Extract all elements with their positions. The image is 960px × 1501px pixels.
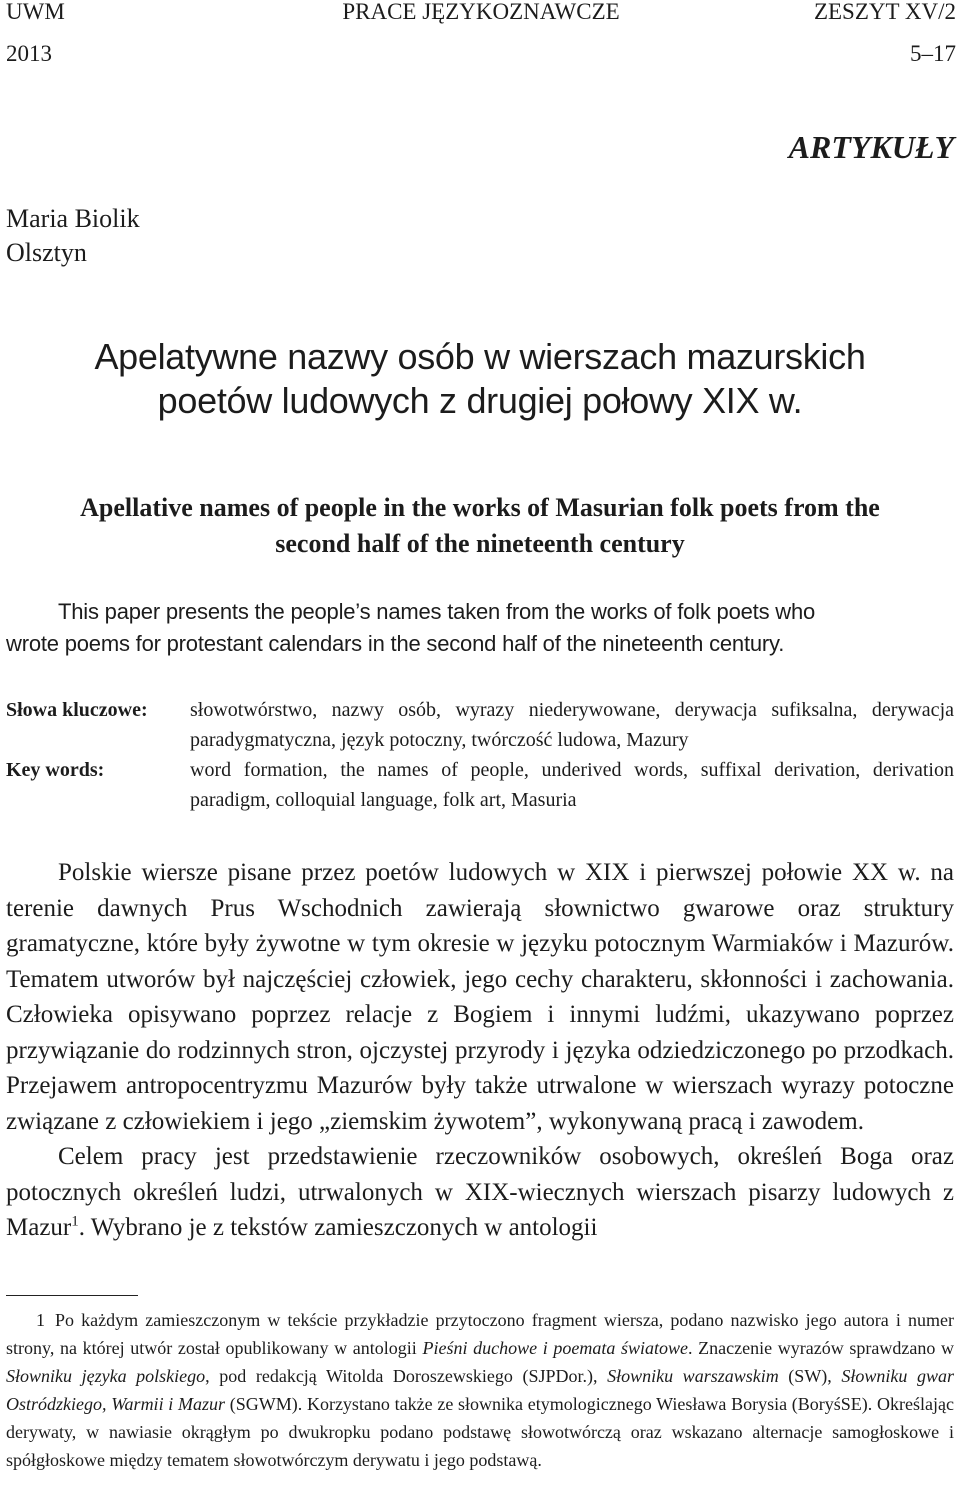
- keywords-polish-value: słowotwórstwo, nazwy osób, wyrazy niederywowane, derywacja sufiksalna, derywacja paradygmatyczna, język potoczny, twórczość ludowa, Mazury: [190, 699, 954, 751]
- footnote-text-3: , pod redakcją Witolda Doroszewskiego (SJPDor.),: [205, 1366, 608, 1386]
- abstract: [6, 596, 952, 660]
- keywords-english-value: word formation, the names of people, underived words, suffixal derivation, derivation paradigm, colloquial language, folk art, Masuria: [190, 759, 954, 811]
- keywords-english-label: Key words:: [6, 759, 105, 781]
- keywords-polish-label: Słowa kluczowe:: [6, 699, 148, 721]
- footnote-reference: 1: [71, 1213, 79, 1230]
- section-label: ARTYKUŁY: [788, 129, 954, 165]
- keywords-english: [6, 755, 954, 815]
- body-paragraph-1: Polskie wiersze pisane przez poetów ludowych w XIX i pierwszej połowie XX w. na terenie dawnych Prus Wschodnich zawierają słownictwo gwarowe oraz struktury gramatyczne, które były żywotne w tym okresie w języku potocznym Warmiaków i Mazurów. Tematem utworów był najczęściej człowiek, jego cechy charakteru, skłonności i zachowania. Człowieka opisywano poprzez relacje z Bogiem i innymi ludźmi, ukazywano poprzez przywiązanie do rodzinnych stron, ojczystej przyrody i języka odziedziczonego po przodkach. Przejawem antropocentryzmu Mazurów były także utrwalone w wierszach wyrazy potoczne związane z człowiekiem i jego „ziemskim żywotem”, wykonywaną pracą i zawodem.: [6, 859, 954, 1135]
- footnote-separator: [6, 1295, 138, 1296]
- title-pl-line-1: Apelatywne nazwy osób w wierszach mazurskich: [94, 336, 866, 377]
- title-en-line-1: Apellative names of people in the works of Masurian folk poets from the: [80, 493, 880, 522]
- author-name: Maria Biolik: [6, 204, 140, 233]
- body-paragraph-2-text: Celem pracy jest przedstawienie rzeczowników osobowych, określeń Boga oraz potocznych określeń ludzi, utrwalonych w XIX-wiecznych wierszach pisarzy ludowych z Mazur: [6, 1143, 954, 1241]
- author-affiliation: Olsztyn: [6, 238, 87, 267]
- keywords-polish: [6, 695, 954, 755]
- header-publisher: UWM: [6, 0, 65, 24]
- author-block: [6, 202, 140, 270]
- footnote-italic-3: Słowniku warszawskim: [607, 1366, 779, 1386]
- header-journal: PRACE JĘZYKOZNAWCZE: [342, 0, 620, 24]
- footnote-text-5: (SGWM). Korzystano także ze słownika etymologicznego Wiesława Borysia (BoryśSE). Określając derywaty, w nawiasie okrągłym po dwukropku podano podstawę słowotwórczą oraz wskazano alternacje samogłoskowe i spółgłoskowe między tematem słowotwórczym derywatu i jego podstawą.: [6, 1394, 954, 1470]
- title-en-line-2: second half of the nineteenth century: [275, 529, 685, 558]
- footnote-italic-1: Pieśni duchowe i poemata światowe: [422, 1338, 689, 1358]
- footnote-text-2: . Znaczenie wyrazów sprawdzano w: [688, 1338, 954, 1358]
- header-pages: 5–17: [910, 41, 956, 66]
- header-year: 2013: [6, 41, 52, 66]
- title-pl-line-2: poetów ludowych z drugiej połowy XIX w.: [157, 380, 803, 421]
- body-paragraph-2-continuation: . Wybrano je z tekstów zamieszczonych w antologii: [78, 1214, 598, 1241]
- abstract-line-2: wrote poems for protestant calendars in the second half of the nineteenth century.: [6, 631, 785, 656]
- header-issue: ZESZYT XV/2: [813, 0, 956, 24]
- body-paragraph-2: [6, 1139, 954, 1246]
- footnote-text-1: Po każdym zamieszczonym w tekście przykładzie przytoczono fragment wiersza, podano nazwisko jego autora i numer strony, na której utwór został opublikowany w antologii: [6, 1310, 954, 1358]
- article-title-polish: [0, 335, 960, 423]
- footnote-1: [6, 1306, 954, 1474]
- article-body: [6, 855, 954, 1246]
- footnote-italic-4: Słowniku gwar Ostródzkiego, Warmii i Mazur: [6, 1366, 955, 1414]
- footnote-number: 1: [36, 1310, 45, 1330]
- article-title-english: [0, 490, 960, 562]
- abstract-line-1: This paper presents the people’s names taken from the works of folk poets who: [58, 599, 816, 624]
- footnote-text-4: (SW),: [778, 1366, 842, 1386]
- footnote-italic-2: Słowniku języka polskiego: [6, 1366, 206, 1386]
